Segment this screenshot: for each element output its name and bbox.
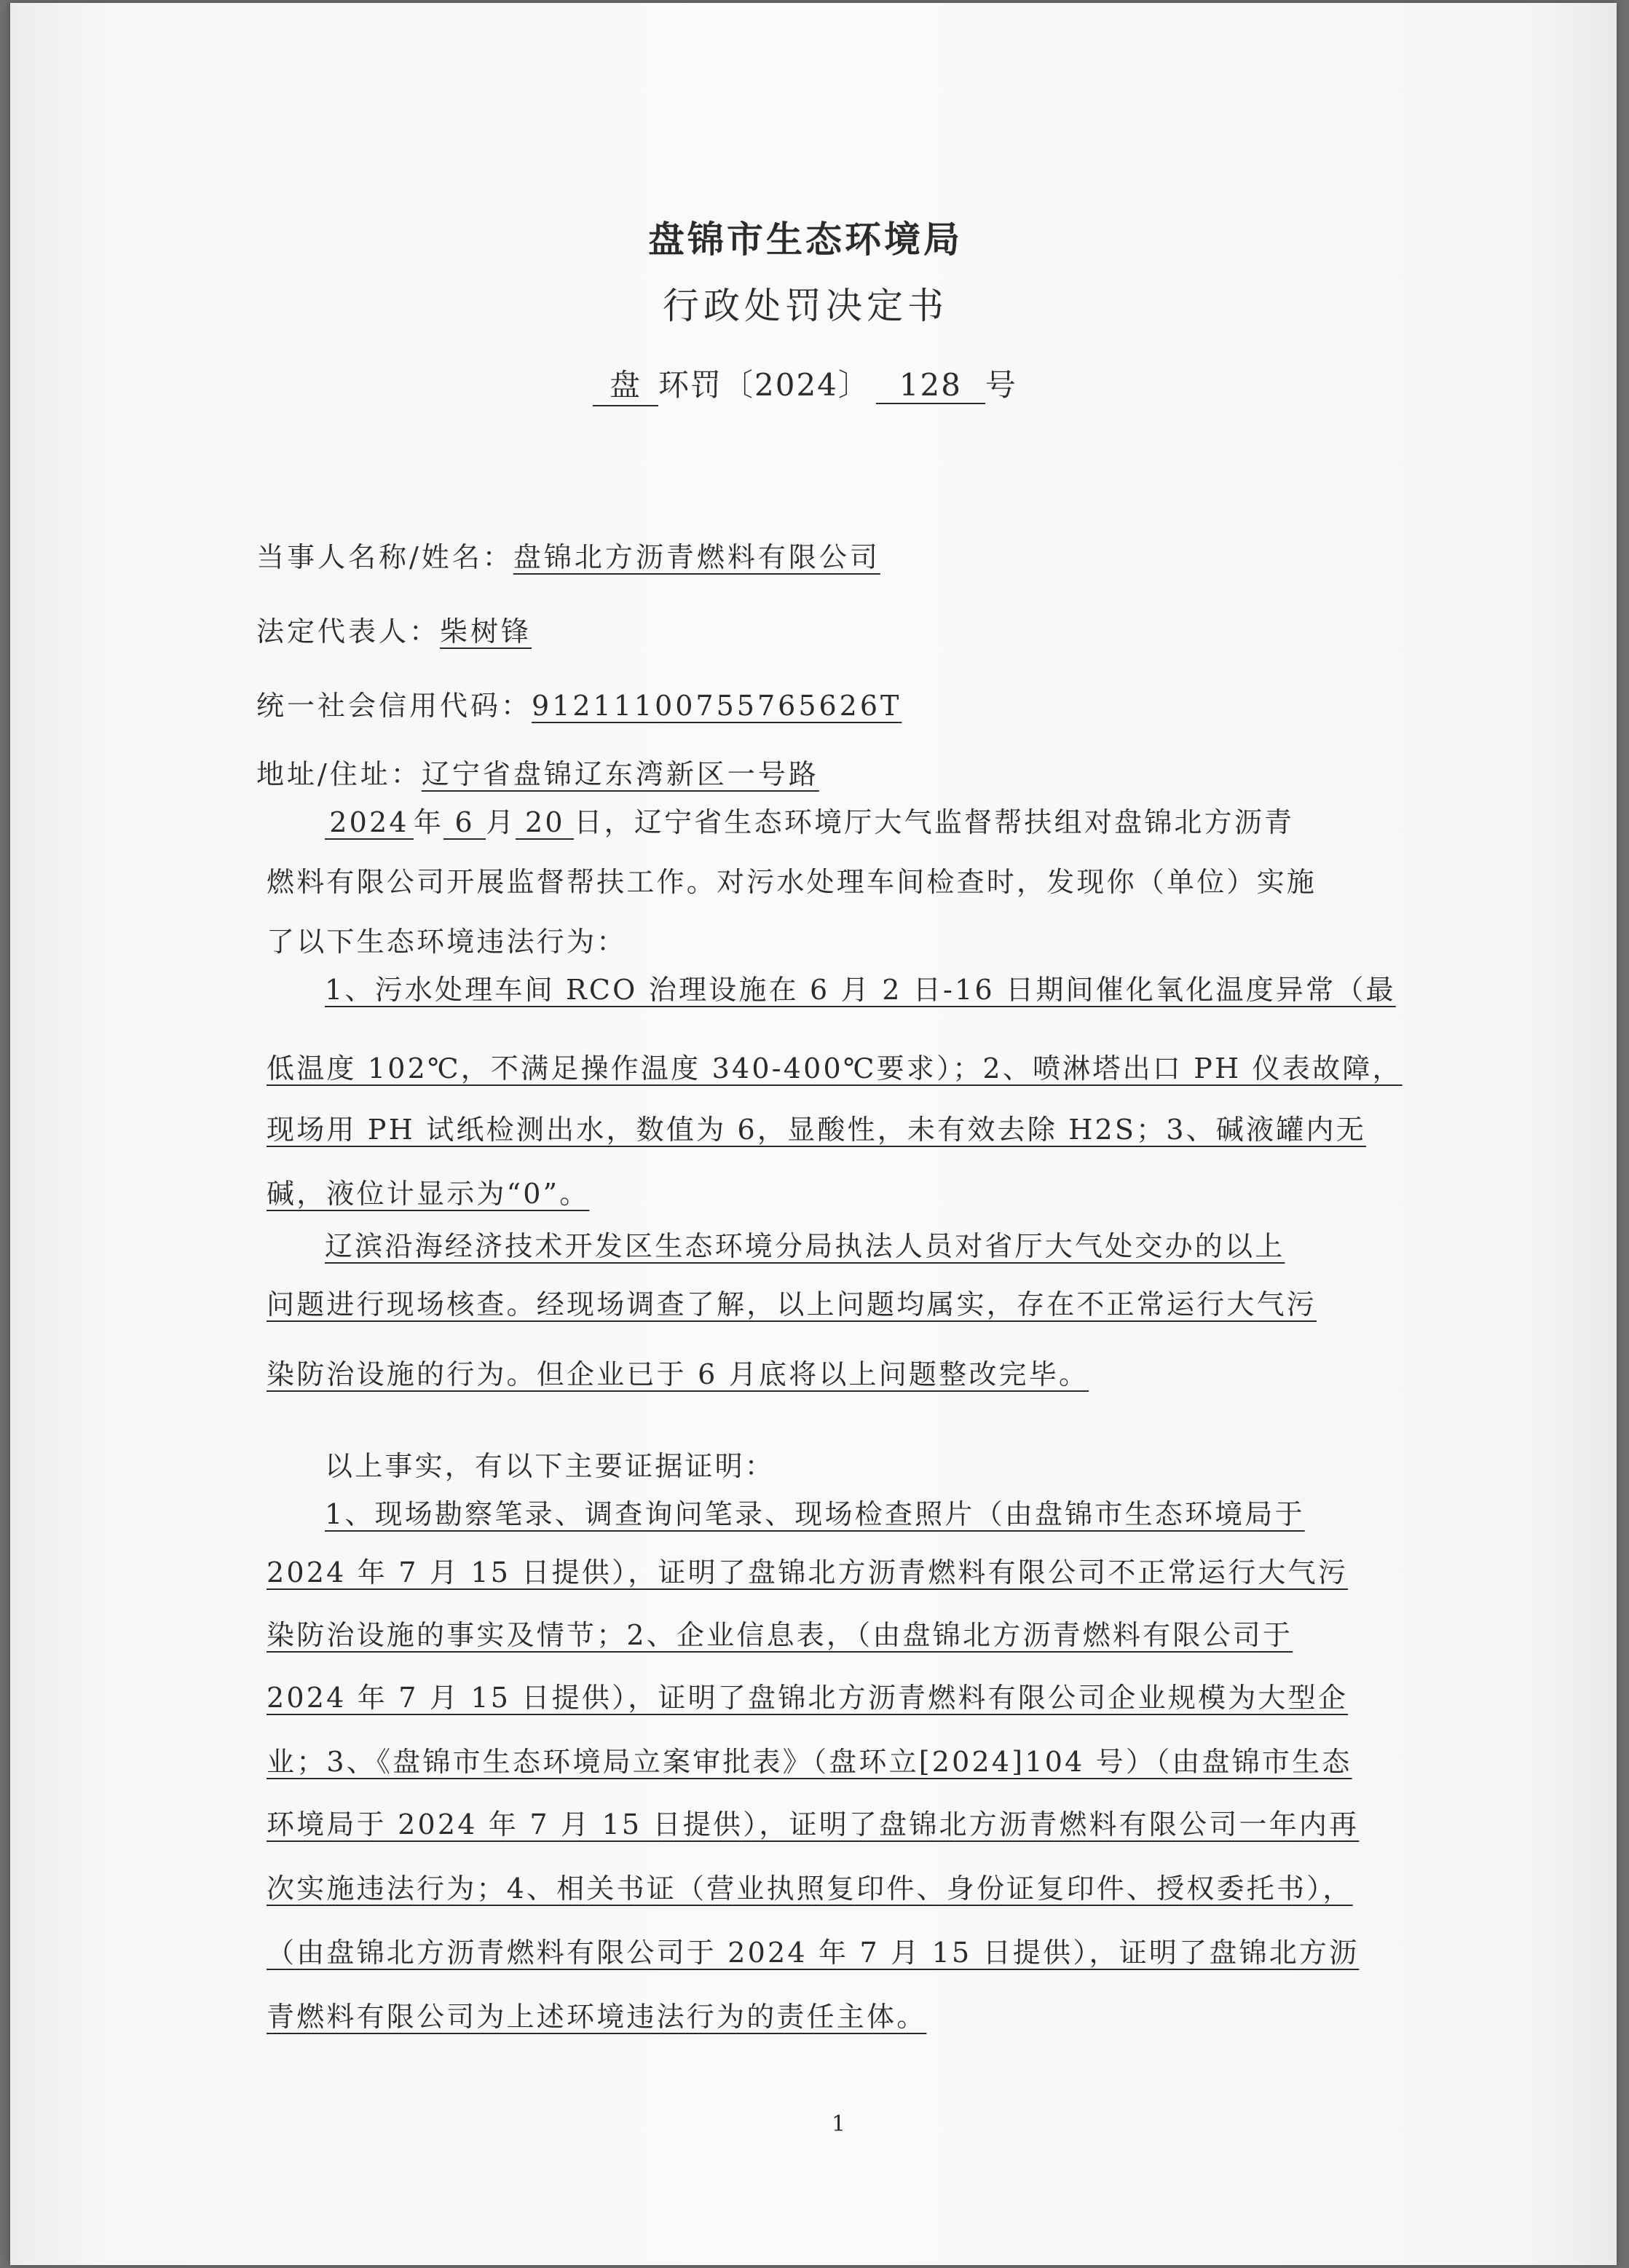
inspection-line-3: 了以下生态环境违法行为： <box>267 926 627 958</box>
inspection-line-1-rest: 辽宁省生态环境厅大气监督帮扶组对盘锦北方沥青 <box>634 806 1295 838</box>
evidence-line-1: 1、现场勘察笔录、调查询问笔录、现场检查照片（由盘锦市生态环境局于 <box>325 1498 1305 1530</box>
legal-rep-label: 法定代表人： <box>256 615 441 647</box>
violation-line-1: 1、污水处理车间 RCO 治理设施在 6 月 2 日-16 日期间催化氧化温度异常（最 <box>325 974 1396 1006</box>
verification-line-3: 染防治设施的行为。但企业已于 6 月底将以上问题整改完毕。 <box>267 1358 1089 1390</box>
verification-line-1: 辽滨沿海经济技术开发区生态环境分局执法人员对省厅大气处交办的以上 <box>325 1230 1285 1262</box>
document-type-title: 行政处罚决定书 <box>663 285 948 327</box>
document-number <box>593 361 1017 406</box>
evidence-line-3: 染防治设施的事实及情节；2、企业信息表，（由盘锦北方沥青燃料有限公司于 <box>267 1619 1293 1651</box>
credit-code-row <box>256 683 902 723</box>
inspection-line-2: 燃料有限公司开展监督帮扶工作。对污水处理车间检查时，发现你（单位）实施 <box>267 866 1317 898</box>
evidence-line-9: 青燃料有限公司为上述环境违法行为的责任主体。 <box>267 2001 927 2033</box>
day-unit: 日， <box>574 806 634 838</box>
inspection-year: 2024 <box>325 806 414 840</box>
address-row <box>256 752 819 792</box>
legal-rep-value: 柴树锋 <box>440 615 532 647</box>
inspection-line-1 <box>325 800 1294 840</box>
evidence-line-8: （由盘锦北方沥青燃料有限公司于 2024 年 7 月 15 日提供），证明了盘锦北方沥 <box>267 1937 1360 1969</box>
evidence-line-4: 2024 年 7 月 15 日提供），证明了盘锦北方沥青燃料有限公司企业规模为大型企 <box>267 1682 1349 1714</box>
year-unit: 年 <box>414 806 444 838</box>
party-name-row <box>256 535 880 575</box>
legal-rep-row <box>256 609 532 649</box>
doc-number-mid: 环罚〔2024〕 <box>658 367 870 403</box>
evidence-intro: 以上事实，有以下主要证据证明： <box>325 1450 776 1482</box>
document-page <box>10 3 1617 2265</box>
doc-number-suffix: 号 <box>985 367 1017 403</box>
violation-line-3: 现场用 PH 试纸检测出水，数值为 6，显酸性，未有效去除 H2S；3、碱液罐内无 <box>267 1114 1366 1146</box>
violation-line-4: 碱，液位计显示为“0”。 <box>267 1178 590 1210</box>
credit-code-value: 91211100755765626T <box>532 690 902 722</box>
evidence-line-6: 环境局于 2024 年 7 月 15 日提供），证明了盘锦北方沥青燃料有限公司一年内再 <box>267 1808 1360 1840</box>
month-unit: 月 <box>486 806 516 838</box>
evidence-line-7: 次实施违法行为；4、相关书证（营业执照复印件、身份证复印件、授权委托书）， <box>267 1873 1353 1905</box>
evidence-line-5: 业；3、《盘锦市生态环境局立案审批表》（盘环立[2024]104 号）（由盘锦市生态 <box>267 1746 1352 1778</box>
credit-code-label: 统一社会信用代码： <box>256 690 532 722</box>
inspection-month: 6 <box>443 806 486 840</box>
doc-number-value: 128 <box>876 367 985 404</box>
page-number: 1 <box>832 2111 846 2137</box>
violation-line-2: 低温度 102℃，不满足操作温度 340-400℃要求）；2、喷淋塔出口 PH 仪表故障， <box>267 1052 1403 1084</box>
party-name-value: 盘锦北方沥青燃料有限公司 <box>513 541 880 573</box>
address-label: 地址/住址： <box>256 758 422 790</box>
doc-number-prefix: 盘 <box>593 361 658 406</box>
address-value: 辽宁省盘锦辽东湾新区一号路 <box>421 758 819 790</box>
inspection-day: 20 <box>516 806 574 840</box>
agency-title: 盘锦市生态环境局 <box>648 218 963 261</box>
verification-line-2: 问题进行现场核查。经现场调查了解，以上问题均属实，存在不正常运行大气污 <box>267 1288 1317 1320</box>
party-name-label: 当事人名称/姓名： <box>256 541 513 573</box>
evidence-line-2: 2024 年 7 月 15 日提供），证明了盘锦北方沥青燃料有限公司不正常运行大气污 <box>267 1556 1349 1588</box>
